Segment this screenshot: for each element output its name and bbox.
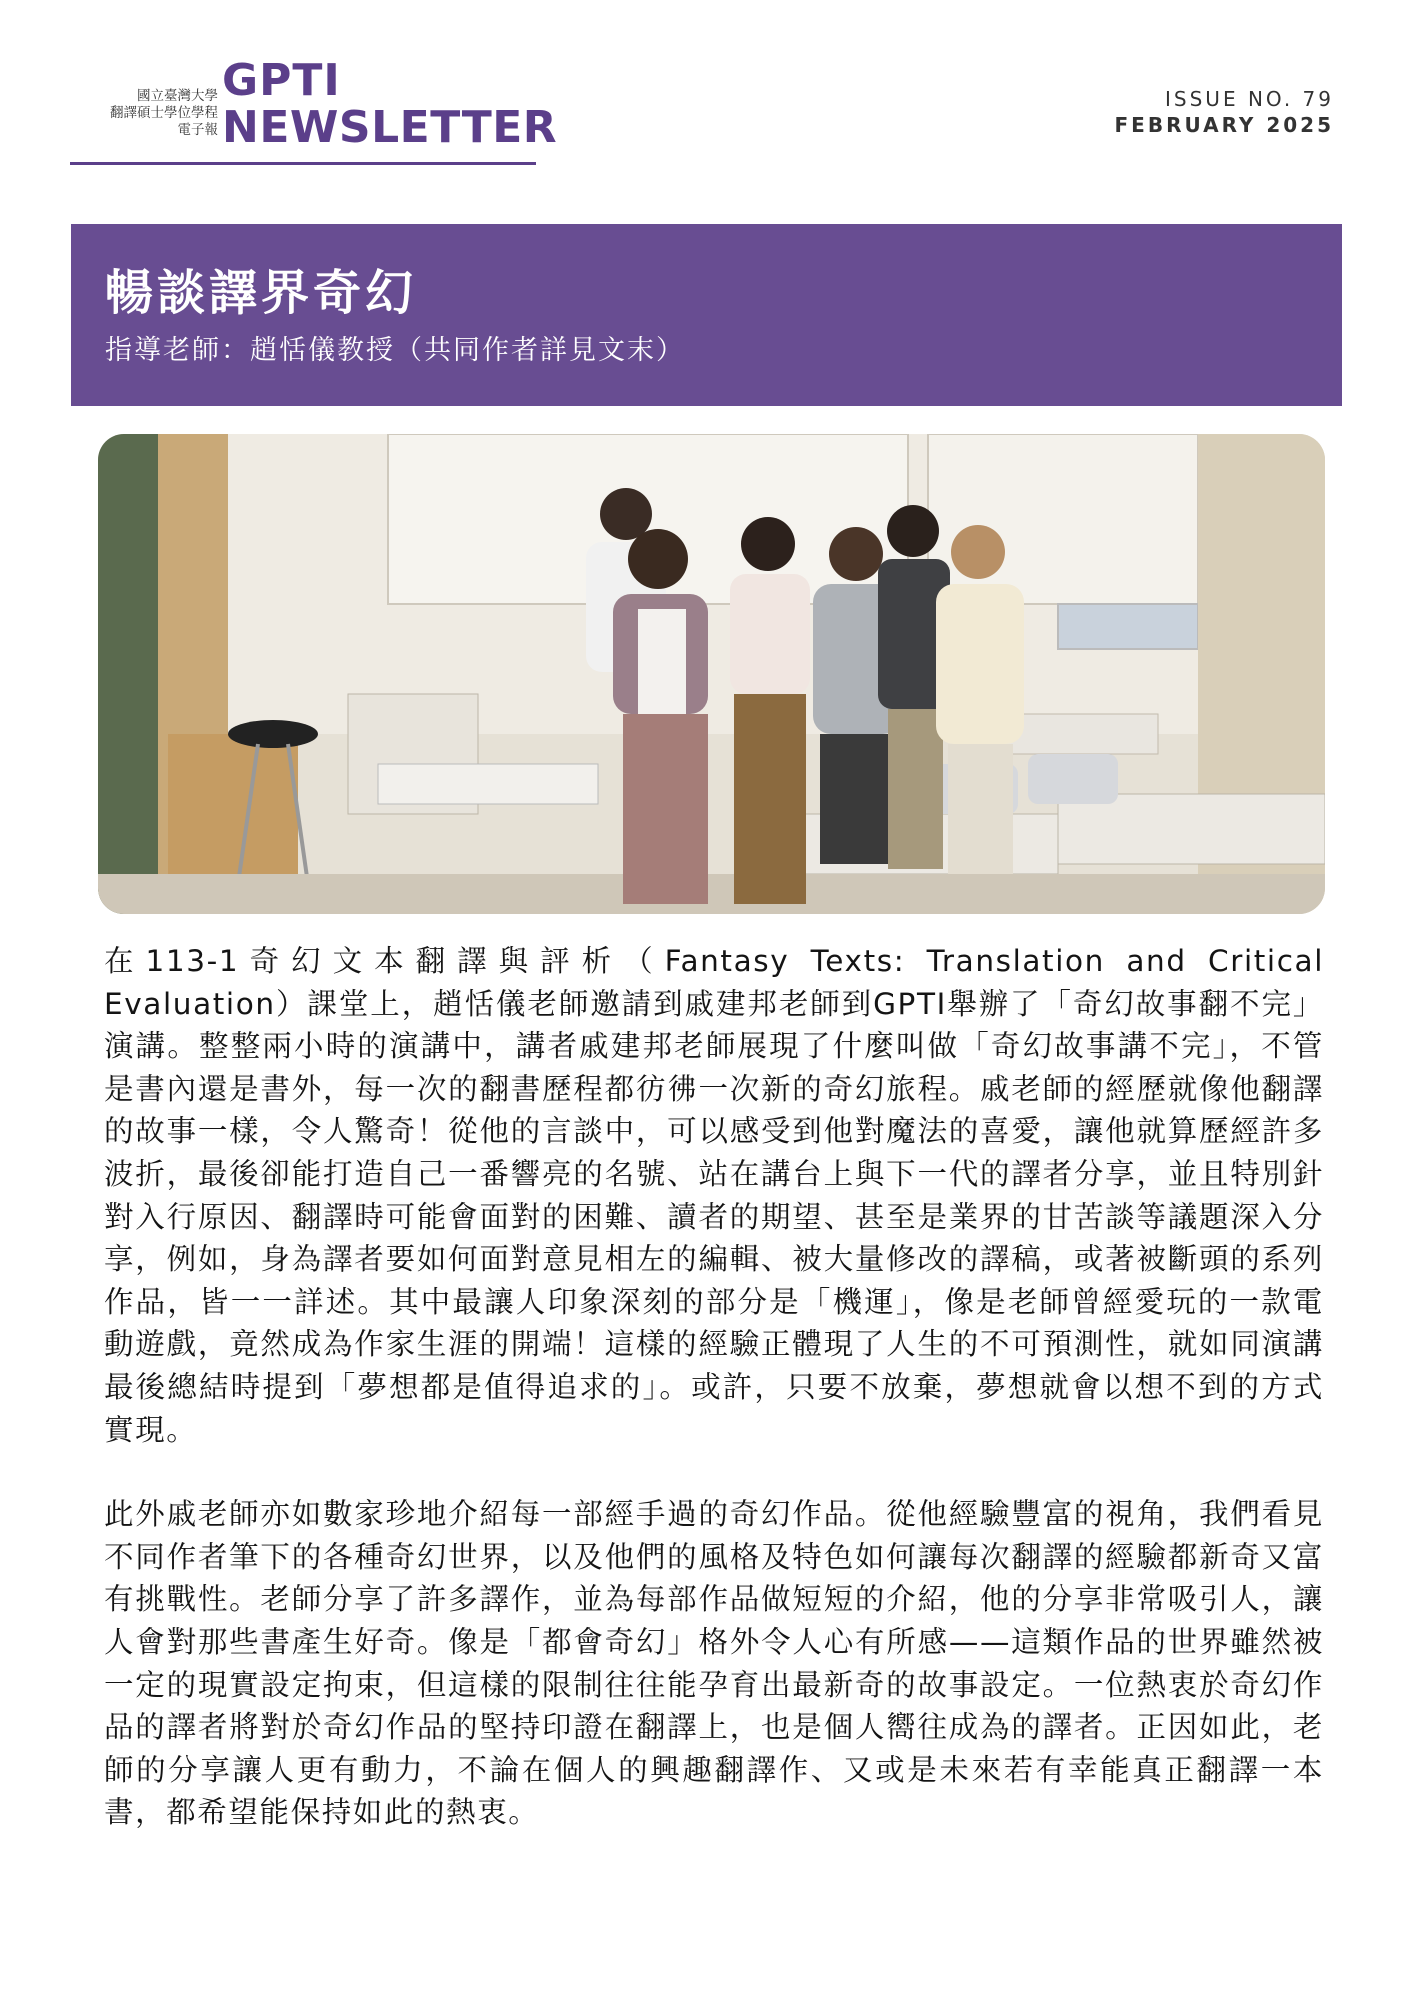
- issue-number: ISSUE NO. 79: [1165, 87, 1334, 111]
- classroom-photo-illustration: [98, 434, 1325, 914]
- masthead-underline: [70, 162, 536, 165]
- title-banner: [71, 224, 1342, 406]
- article-body: [104, 940, 1324, 1876]
- group-photo: [98, 434, 1325, 914]
- article-paragraph: 在113-1奇幻文本翻譯與評析（Fantasy Texts: Translation and Critical Evaluation）課堂上，趙恬儀老師邀請到戚建邦老師到GPTI舉辦了「奇幻故事翻不完」演講。整整兩小時的演講中，講者戚建邦老師展現了什麼叫做「奇幻故事講不完」，不管是書內還是書外，每一次的翻書歷程都彷彿一次新的奇幻旅程。戚老師的經歷就像他翻譯的故事一樣，令人驚奇！從他的言談中，可以感受到他對魔法的喜愛，讓他就算歷經許多波折，最後卻能打造自己一番響亮的名號、站在講台上與下一代的譯者分享，並且特別針對入行原因、翻譯時可能會面對的困難、讀者的期望、甚至是業界的甘苦談等議題深入分享，例如，身為譯者要如何面對意見相左的編輯、被大量修改的譯稿，或著被斷頭的系列作品，皆一一詳述。其中最讓人印象深刻的部分是「機運」，像是老師曾經愛玩的一款電動遊戲，竟然成為作家生涯的開端！這樣的經驗正體現了人生的不可預測性，就如同演講最後總結時提到「夢想都是值得追求的」。或許，只要不放棄，夢想就會以想不到的方式實現。: [104, 944, 1324, 1447]
- article-subtitle: 指導老師：趙恬儀教授（共同作者詳見文末）: [105, 335, 685, 366]
- logo-newsletter: NEWSLETTER: [222, 102, 558, 153]
- issue-date: FEBRUARY 2025: [1114, 113, 1334, 137]
- masthead: [70, 55, 558, 168]
- newsletter-logo: [222, 55, 558, 153]
- article-title: 暢談譯界奇幻: [105, 265, 418, 321]
- issue-info: [1115, 86, 1335, 138]
- logo-gpti: GPTI: [222, 55, 341, 106]
- article-paragraph: 此外戚老師亦如數家珍地介紹每一部經手過的奇幻作品。從他經驗豐富的視角，我們看見不同作者筆下的各種奇幻世界，以及他們的風格及特色如何讓每次翻譯的經驗都新奇又富有挑戰性。老師分享了許多譯作，並為每部作品做短短的介紹，他的分享非常吸引人，讓人會對那些書產生好奇。像是「都會奇幻」格外令人心有所感——這類作品的世界雖然被一定的現實設定拘束，但這樣的限制往往能孕育出最新奇的故事設定。一位熱衷於奇幻作品的譯者將對於奇幻作品的堅持印證在翻譯上，也是個人嚮往成為的譯者。正因如此，老師的分享讓人更有動力，不論在個人的興趣翻譯作、又或是未來若有幸能真正翻譯一本書，都希望能保持如此的熱衷。: [104, 1497, 1324, 1830]
- newsletter-line: 電子報: [177, 122, 218, 138]
- university-name: [70, 88, 218, 139]
- program-line: 翻譯碩士學位學程: [110, 105, 218, 121]
- university-line: 國立臺灣大學: [137, 88, 218, 104]
